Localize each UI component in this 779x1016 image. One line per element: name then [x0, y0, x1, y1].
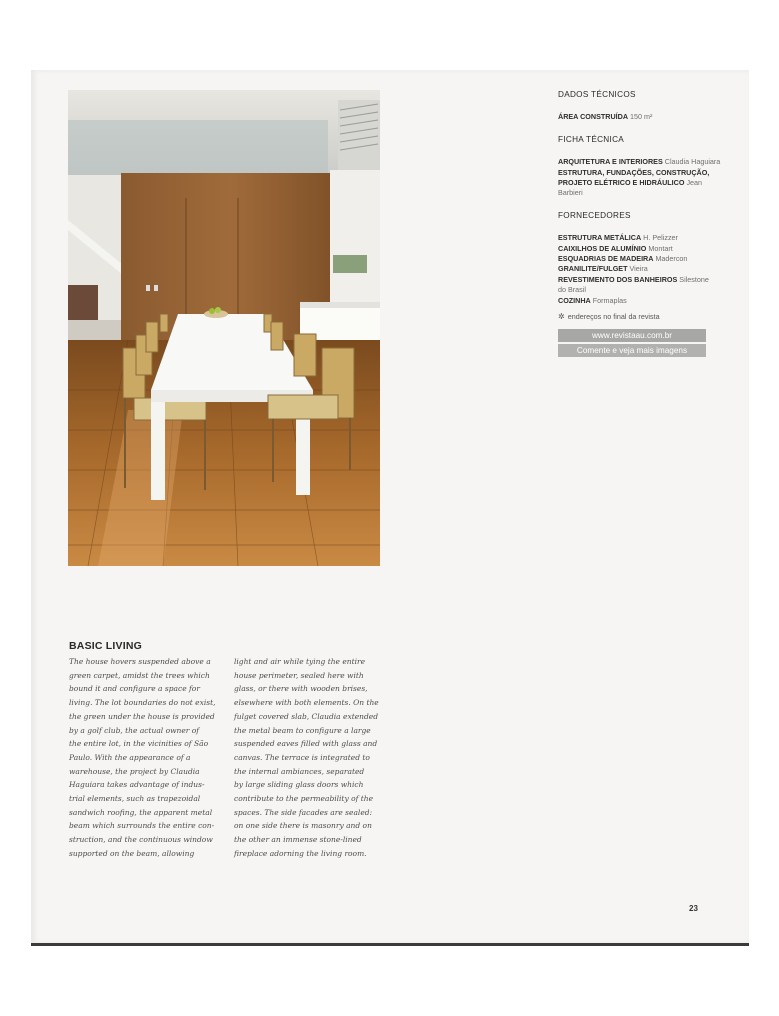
supplier-line: [558, 275, 728, 285]
supplier-line: [558, 244, 728, 254]
article-text-line: warehouse, the project by Claudia: [69, 766, 200, 776]
article-text-line: on one side there is masonry and on: [234, 821, 372, 831]
article-text-line: beam which surrounds the entire con-: [69, 821, 215, 831]
supplier-value: Formaplas: [590, 295, 627, 305]
credit-label: ARQUITETURA E INTERIORES: [558, 157, 663, 167]
supplier-value: do Brasil: [558, 285, 586, 295]
article-text-line: spaces. The side facades are sealed:: [234, 807, 373, 817]
supplier-value: Silestone: [677, 274, 709, 284]
supplier-label: ESQUADRIAS DE MADEIRA: [558, 254, 654, 264]
suppliers-list: [558, 233, 728, 306]
website-link[interactable]: www.revistaau.com.br: [558, 329, 706, 342]
technical-info: [558, 90, 728, 357]
article-text-line: by a golf club, the actual owner of: [69, 725, 200, 735]
article-title: BASIC LIVING: [69, 640, 142, 652]
technical-data-heading: DADOS TÉCNICOS: [558, 90, 636, 99]
credit-line: [558, 178, 728, 188]
supplier-label: REVESTIMENTO DOS BANHEIROS: [558, 274, 678, 284]
page-number: 23: [689, 904, 698, 913]
article-text-line: by large sliding glass doors which: [234, 780, 364, 790]
supplier-value: Montart: [646, 243, 673, 253]
article-text-line: elsewhere with both elements. On the: [234, 698, 379, 708]
dining-room-illustration: [68, 90, 380, 566]
technical-sheet-block: [558, 135, 728, 199]
article-text-line: fireplace adorning the living room.: [234, 848, 367, 858]
suppliers-block: [558, 211, 728, 306]
bottom-rule: [31, 943, 749, 946]
article-text-line: green carpet, amidst the trees which: [69, 670, 210, 680]
technical-sheet-heading: FICHA TÉCNICA: [558, 134, 625, 144]
credit-line: [558, 168, 728, 178]
credit-line: [558, 188, 728, 198]
supplier-line: [558, 264, 728, 274]
article-text-line: contribute to the permeability of the: [234, 794, 374, 804]
article-text-line: The house hovers suspended above a: [69, 657, 211, 666]
supplier-label: CAIXILHOS DE ALUMÍNIO: [558, 243, 647, 253]
article-text-line: Haguiara takes advantage of indus-: [69, 780, 205, 790]
article-column-2: [234, 655, 390, 861]
technical-sheet-list: [558, 157, 728, 199]
supplier-line: [558, 296, 728, 306]
article-text-line: the metal beam to configure a large: [234, 725, 371, 735]
article-text-line: fulget covered slab, Claudia extended: [234, 711, 379, 721]
dining-room-photo: [68, 90, 380, 566]
supplier-line: [558, 254, 728, 264]
supplier-value: Madercon: [653, 254, 688, 264]
article-text-line: suspended eaves filled with glass and: [234, 739, 378, 749]
comment-link[interactable]: Comente e veja mais imagens: [558, 344, 706, 357]
suppliers-heading: FORNECEDORES: [558, 210, 631, 220]
article-text-line: the entire lot, in the vicinities of São: [69, 739, 209, 749]
article-text-line: bound it and configure a space for: [69, 684, 200, 694]
supplier-label: ESTRUTURA METÁLICA: [558, 233, 642, 243]
asterisk-icon: ✲: [558, 312, 565, 322]
article-text-line: supported on the beam, allowing: [69, 848, 195, 858]
supplier-label: COZINHA: [558, 295, 591, 305]
article-text-line: the green under the house is provided: [69, 711, 215, 721]
credit-value: Jean: [684, 178, 703, 188]
article-text-line: the other an immense stone-lined: [234, 835, 362, 845]
technical-data-block: [558, 90, 728, 123]
built-area-label: ÁREA CONSTRUÍDA: [558, 112, 629, 122]
article-text-line: canvas. The terrace is integrated to: [234, 752, 370, 762]
supplier-label: GRANILITE/FULGET: [558, 264, 628, 274]
supplier-line: [558, 233, 728, 243]
article-text-line: living. The lot boundaries do not exist,: [69, 698, 216, 708]
article-text-line: house perimeter, sealed here with: [234, 670, 364, 680]
supplier-line: [558, 285, 728, 295]
article-text-line: light and air while tying the entire: [234, 657, 366, 666]
article-text-line: the internal ambiances, separated: [234, 766, 365, 776]
article-text-line: sandwich roofing, the apparent metal: [69, 807, 213, 817]
credit-value: Barbieri: [558, 188, 583, 198]
built-area-value: 150 m²: [630, 112, 653, 122]
addresses-note-text: endereços no final da revista: [567, 312, 660, 322]
article-text-line: Paulo. With the appearance of a: [69, 752, 191, 762]
credit-line: [558, 157, 728, 167]
article-text-line: glass, or there with wooden brises,: [234, 684, 368, 694]
built-area-line: [558, 112, 728, 122]
credit-label: ESTRUTURA, FUNDAÇÕES, CONSTRUÇÃO,: [558, 167, 710, 177]
credit-value: Claudia Haguiara: [662, 157, 721, 167]
credit-label: PROJETO ELÉTRICO E HIDRÁULICO: [558, 178, 685, 188]
supplier-value: H. Pelizzer: [641, 233, 678, 243]
article-text-line: struction, and the continuous window: [69, 835, 213, 845]
addresses-note: [558, 312, 728, 322]
supplier-value: Vieira: [627, 264, 648, 274]
article-column-1: [69, 655, 225, 861]
article-text-line: trial elements, such as trapezoidal: [69, 794, 201, 804]
